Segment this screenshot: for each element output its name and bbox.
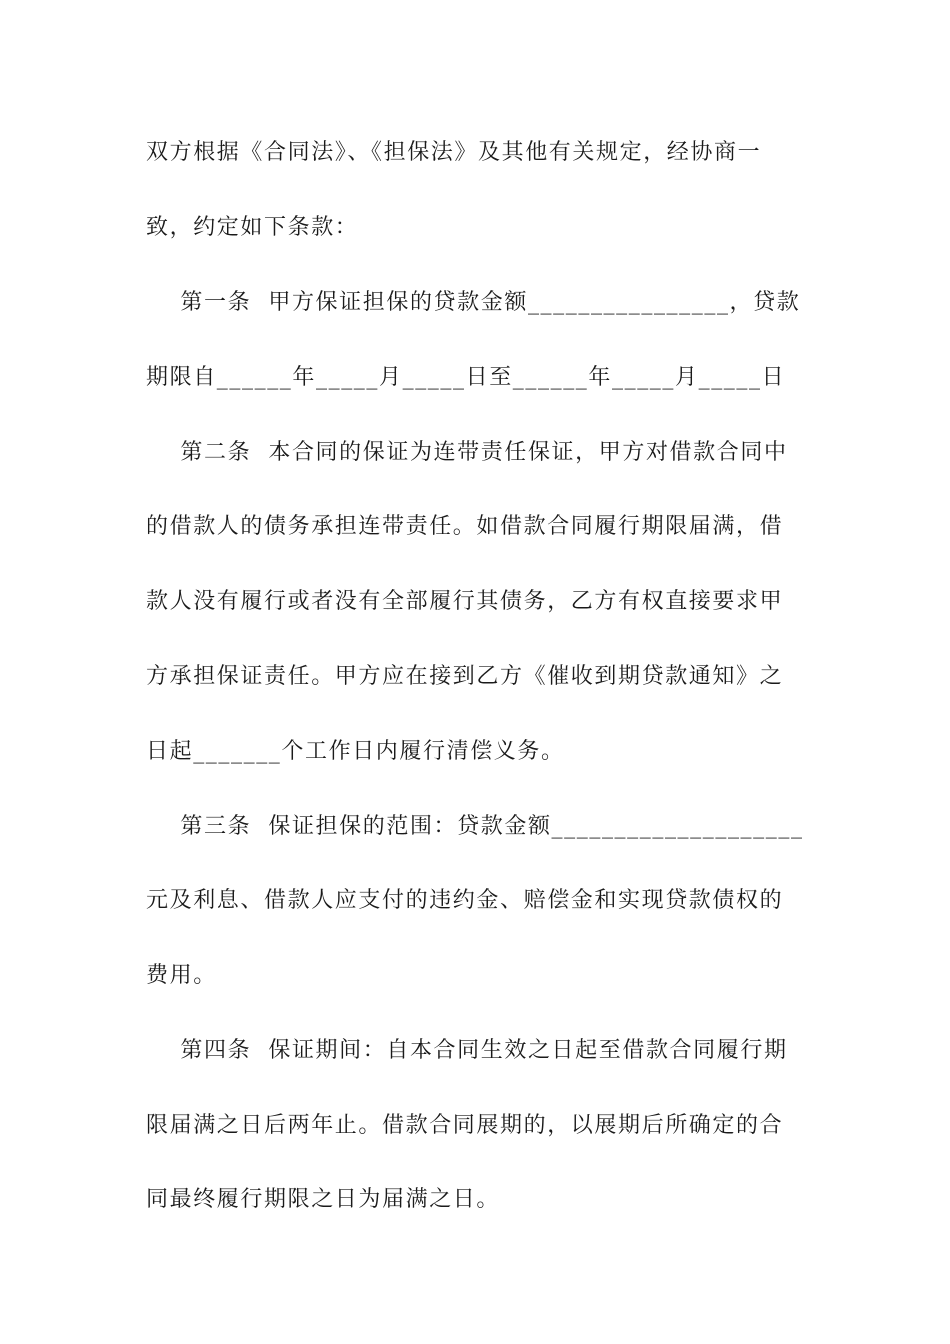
text-line: 元及利息、借款人应支付的违约金、赔偿金和实现贷款债权的	[146, 888, 784, 913]
article-1-line: 第一条 甲方保证担保的贷款金额________________，贷款	[146, 290, 801, 315]
text-line: 致，约定如下条款：	[146, 215, 359, 240]
text-line: 限届满之日后两年止。借款合同展期的，以展期后所确定的合	[146, 1113, 784, 1138]
text-line: 期限自______年_____月_____日至______年_____月_____日	[146, 365, 786, 390]
text-line: 的借款人的债务承担连带责任。如借款合同履行期限届满，借	[146, 514, 784, 539]
text-line: 款人没有履行或者没有全部履行其债务，乙方有权直接要求甲	[146, 589, 784, 614]
text-line: 同最终履行期限之日为届满之日。	[146, 1187, 501, 1212]
text-line: 日起_______个工作日内履行清偿义务。	[146, 739, 565, 764]
article-4-line: 第四条 保证期间：自本合同生效之日起至借款合同履行期	[146, 1038, 788, 1063]
text-line: 费用。	[146, 963, 217, 988]
text-line: 双方根据《合同法》、《担保法》及其他有关规定，经协商一	[146, 140, 762, 165]
text-line: 方承担保证责任。甲方应在接到乙方《催收到期贷款通知》之	[146, 664, 784, 689]
article-2-line: 第二条 本合同的保证为连带责任保证，甲方对借款合同中	[146, 440, 788, 465]
article-3-line: 第三条 保证担保的范围：贷款金额____________________	[146, 814, 804, 839]
